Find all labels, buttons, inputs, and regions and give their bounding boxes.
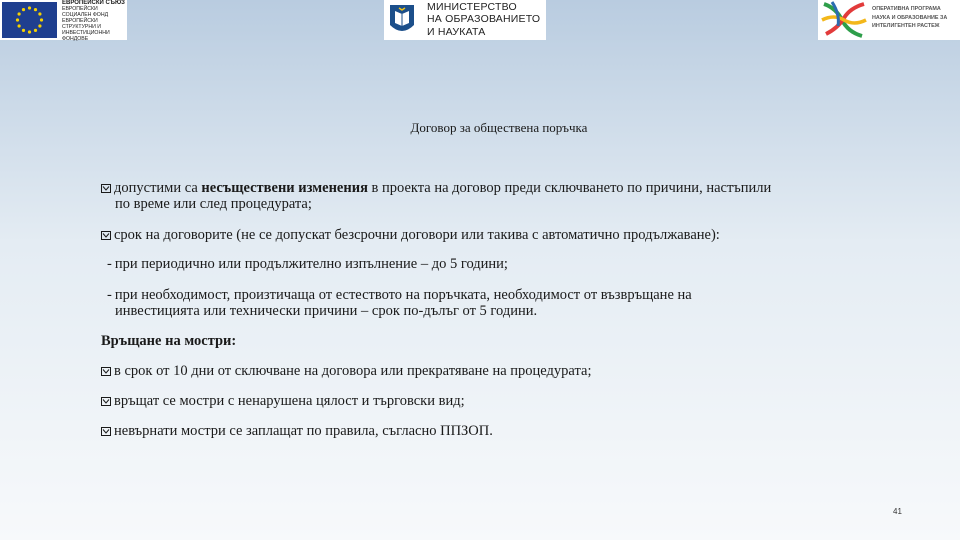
checkbox-bullet-icon: [101, 228, 111, 237]
operational-programme-logo: [818, 0, 960, 40]
checkbox-bullet-icon: [101, 424, 111, 433]
ministry-logo: [384, 0, 546, 40]
eu-logo: [0, 0, 127, 40]
bullet-item-continuation: по време или след процедурата;: [115, 196, 312, 212]
page-number: 41: [893, 507, 902, 516]
ministry-name: МИНИСТЕРСТВО НА ОБРАЗОВАНИЕТО И НАУКАТА: [427, 1, 541, 38]
bullet-item: допустими са несъществени изменения в проекта на договор преди сключването по причини, настъпили: [101, 180, 771, 196]
checkbox-bullet-icon: [101, 394, 111, 403]
section-heading: Връщане на мостри:: [101, 333, 237, 349]
dash-item: - при необходимост, произтичаща от естеството на поръчката, необходимост от възвръщане на: [107, 287, 692, 303]
bullet-item: невърнати мостри се заплащат по правила, съгласно ППЗОП.: [101, 423, 493, 439]
bullet-item: връщат се мостри с ненарушена цялост и търговски вид;: [101, 393, 465, 409]
dash-item-continuation: инвестицията или технически причини – срок по-дълъг от 5 години.: [115, 303, 538, 319]
dash-marker: -: [107, 287, 112, 303]
programme-name: ОПЕРАТИВНА ПРОГРАМА НАУКА И ОБРАЗОВАНИЕ ЗА ИНТЕЛИГЕНТЕН РАСТЕЖ: [872, 6, 948, 30]
bullet-item: срок на договорите (не се допускат безсрочни договори или такива с автоматично продължаване):: [101, 227, 720, 243]
checkbox-bullet-icon: [101, 364, 111, 373]
eu-logo-text: ЕВРОПЕЙСКИ СЪЮЗ ЕВРОПЕЙСКИ СОЦИАЛЕН ФОНД ЕВРОПЕЙСКИ СТРУКТУРНИ И ИНВЕСТИЦИОННИ ФОНДОВЕ: [62, 0, 125, 42]
eu-stars: [16, 6, 43, 33]
eu-flag-icon: [2, 2, 57, 38]
bullet-item: в срок от 10 дни от сключване на договора или прекратяване на процедурата;: [101, 363, 591, 379]
slide-title: Договор за обществена поръчка: [410, 120, 588, 135]
programme-emblem-icon: [818, 0, 870, 40]
dash-item: - при периодично или продължително изпълнение – до 5 години;: [107, 256, 508, 272]
dash-marker: -: [107, 256, 112, 272]
checkbox-bullet-icon: [101, 181, 111, 190]
ministry-emblem-icon: [388, 3, 416, 37]
